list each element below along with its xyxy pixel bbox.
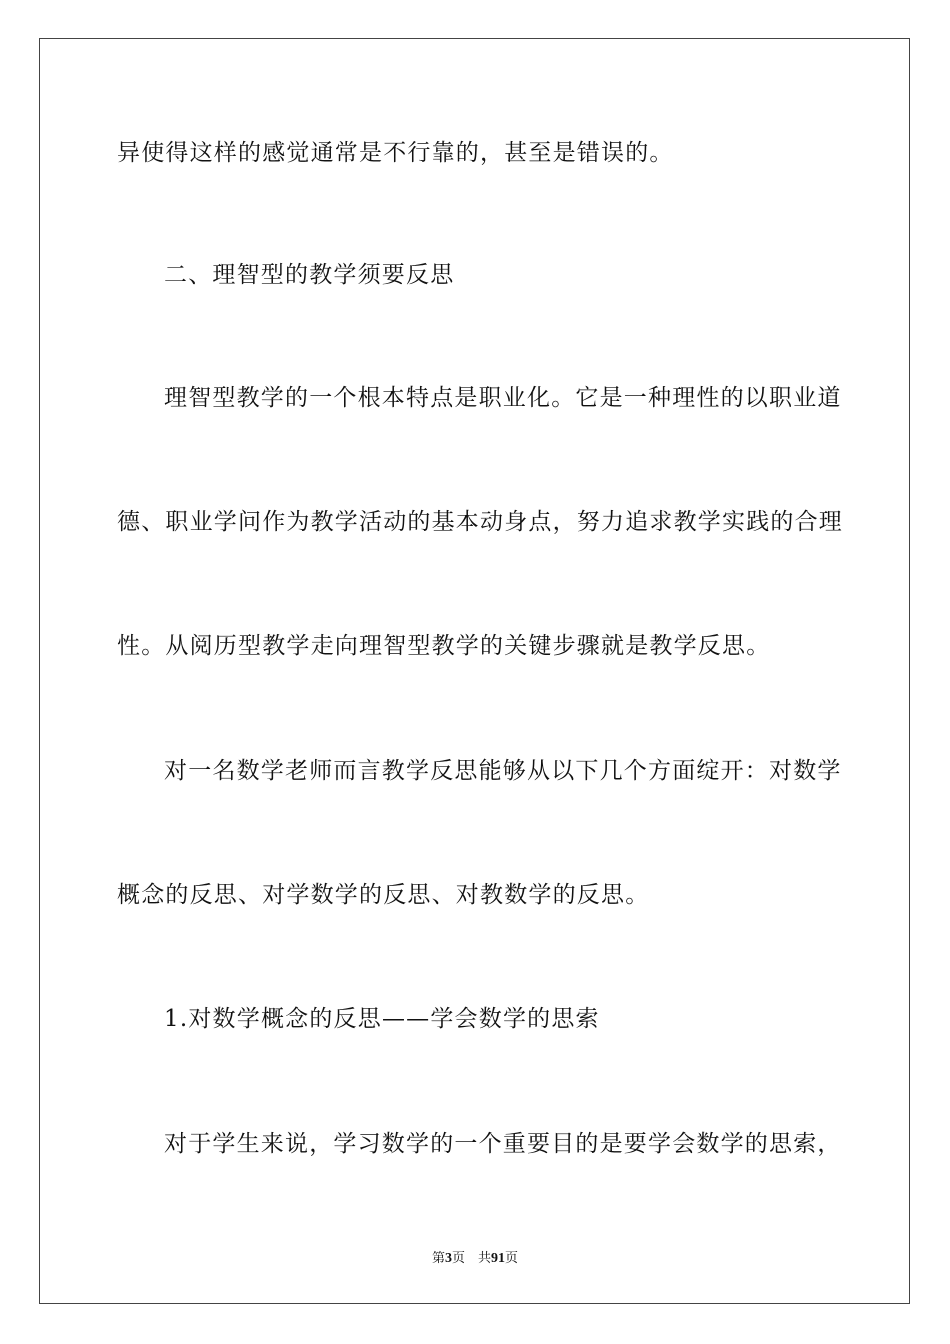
text-line: 理智型教学的一个根本特点是职业化。它是一种理性的以职业道 (164, 385, 842, 411)
text-line: 对于学生来说，学习数学的一个重要目的是要学会数学的思索， (164, 1131, 842, 1157)
footer-prefix: 第 (431, 1251, 445, 1266)
page-border (39, 38, 910, 1304)
text-line: 概念的反思、对学数学的反思、对教数学的反思。 (117, 882, 650, 908)
section-heading: 二、理智型的教学须要反思 (164, 262, 455, 288)
text-line: 性。从阅历型教学走向理智型教学的关键步骤就是教学反思。 (117, 633, 771, 659)
subsection-heading: 1.对数学概念的反思——学会数学的思索 (164, 1006, 600, 1032)
footer-middle: 页 共 (451, 1251, 491, 1266)
page-footer (0, 1247, 950, 1267)
footer-suffix: 页 (505, 1251, 519, 1266)
text-line: 德、职业学问作为教学活动的基本动身点，努力追求教学实践的合理 (117, 509, 843, 535)
text-line: 异使得这样的感觉通常是不行靠的，甚至是错误的。 (117, 140, 674, 166)
current-page-number: 3 (444, 1251, 452, 1266)
text-line: 对一名数学老师而言教学反思能够从以下几个方面绽开：对数学 (164, 758, 842, 784)
total-page-count: 91 (491, 1251, 505, 1266)
